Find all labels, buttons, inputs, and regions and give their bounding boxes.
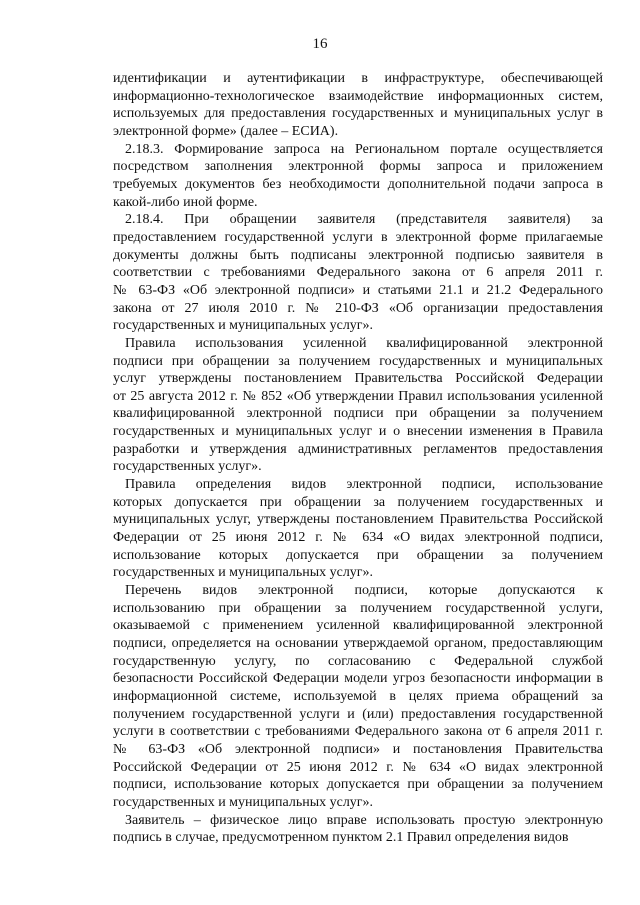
text-line: № 63-ФЗ «Об электронной подписи» и статьями 21.1 и 21.2 Федерального <box>113 282 603 298</box>
text-line: муниципальных услуг, утверждены постановлением Правительства Российской <box>113 512 603 528</box>
text-line: используемых для предоставления государственных и муниципальных услуг в <box>113 106 603 122</box>
text-line: подпись в случае, предусмотренном пунктом 2.1 Правил определения видов <box>113 830 569 846</box>
text-line: документы должны быть подписаны электронной подписью заявителя в <box>113 247 603 263</box>
text-line: Правила использования усиленной квалифицированной электронной <box>125 335 603 351</box>
text-line: государственных и муниципальных услуг». <box>113 565 374 581</box>
document-body <box>113 70 603 847</box>
page-number: 16 <box>312 36 328 52</box>
text-line: оказываемой с применением усиленной квалифицированной электронной <box>113 618 603 634</box>
text-line: государственных и муниципальных услуг». <box>113 318 374 334</box>
text-line: Федерации от 25 июня 2012 г. № 634 «О видах электронной подписи, <box>113 530 603 546</box>
text-line: 2.18.3. Формирование запроса на Региональном портале осуществляется <box>125 141 603 157</box>
text-line: посредством заполнения электронной формы запроса и приложением <box>113 159 603 175</box>
text-line: использованию при обращении за получением государственной услуги, <box>113 600 603 616</box>
text-line: предоставлением государственной услуги в электронной форме прилагаемые <box>113 229 603 245</box>
text-line: информационной системе, используемой в целях приема обращений за <box>113 688 603 704</box>
text-line: Правила определения видов электронной подписи, использование <box>125 477 603 493</box>
text-line: получением государственной услуги и (или) предоставления государственной <box>113 706 603 722</box>
text-line: закона от 27 июля 2010 г. № 210-ФЗ «Об организации предоставления <box>113 300 603 316</box>
text-line: соответствии с требованиями Федерального закона от 6 апреля 2011 г. <box>113 265 603 281</box>
text-line: услуги в соответствии с требованиями Федерального закона от 6 апреля 2011 г. <box>113 724 603 740</box>
text-line: государственных и муниципальных услуг». <box>113 794 374 810</box>
text-line: Заявитель – физическое лицо вправе использовать простую электронную <box>125 812 603 828</box>
text-line: государственных и муниципальных услуг и о внесении изменения в Правила <box>113 424 603 440</box>
text-line: информационно-технологическое взаимодействие информационных систем, <box>113 88 603 104</box>
text-line: Российской Федерации от 25 июня 2012 г. № 634 «О видах электронной <box>113 759 603 775</box>
text-line: квалифицированной электронной подписи при обращении за получением <box>113 406 603 422</box>
text-line: безопасности Российской Федерации модели угроз безопасности информации в <box>113 671 603 687</box>
text-line: какой-либо иной форме. <box>113 194 258 210</box>
text-line: требуемых документов без необходимости дополнительной подачи запроса в <box>113 176 603 192</box>
text-line: подписи при обращении за получением государственных и муниципальных <box>113 353 603 369</box>
text-line: государственных услуг». <box>113 459 262 475</box>
paragraph-p4 <box>113 335 603 476</box>
text-line: подписи, определяется на основании утверждаемой органом, предоставляющим <box>113 636 603 651</box>
paragraph-p5 <box>113 476 603 582</box>
text-line: от 25 августа 2012 г. № 852 «Об утверждении Правил использования усиленной <box>113 388 603 404</box>
text-line: разработки и утверждения административных регламентов предоставления <box>113 441 603 457</box>
text-line: электронной форме» (далее – ЕСИА). <box>113 123 339 139</box>
paragraph-p3 <box>113 211 603 335</box>
text-line: № 63-ФЗ «Об электронной подписи» и постановления Правительства <box>113 741 603 757</box>
text-line: подписи, использование которых допускается при обращении за получением <box>113 777 603 793</box>
paragraph-p1 <box>113 70 603 141</box>
paragraph-p2 <box>113 141 603 212</box>
paragraph-p6 <box>113 582 603 812</box>
text-line: использование которых допускается при обращении за получением <box>113 547 603 563</box>
text-line: Перечень видов электронной подписи, которые допускаются к <box>125 583 603 599</box>
text-line: услуг утверждены постановлением Правительства Российской Федерации <box>113 371 603 387</box>
paragraph-p7 <box>113 812 603 847</box>
text-line: государственную услугу, по согласованию с Федеральной службой <box>113 653 603 669</box>
text-line: 2.18.4. При обращении заявителя (представителя заявителя) за <box>125 212 603 228</box>
text-line: идентификации и аутентификации в инфраструктуре, обеспечивающей <box>113 71 603 86</box>
text-line: которых допускается при обращении за получением государственных и <box>113 494 603 510</box>
